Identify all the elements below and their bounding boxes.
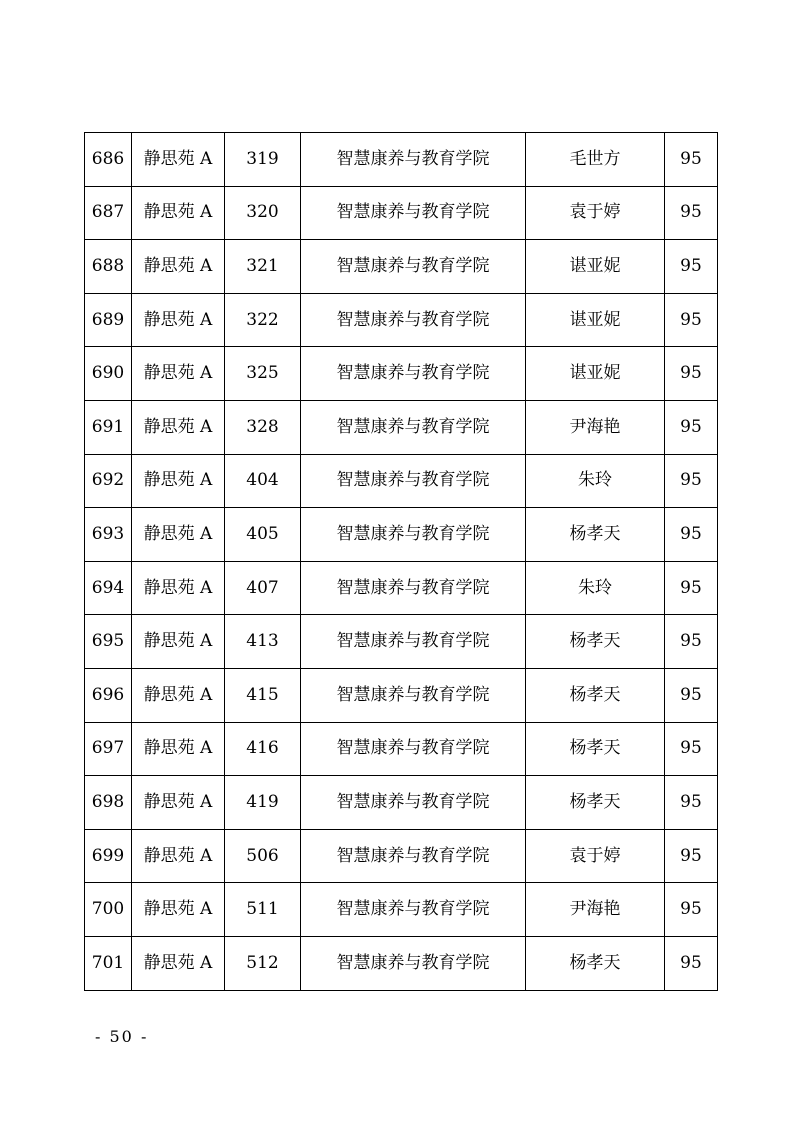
table-row bbox=[85, 454, 718, 508]
cell-score: 95 bbox=[665, 186, 718, 240]
table-row bbox=[85, 347, 718, 401]
cell-score: 95 bbox=[665, 133, 718, 187]
table-row bbox=[85, 883, 718, 937]
cell-person-name: 杨孝天 bbox=[526, 722, 665, 776]
cell-person-name: 尹海艳 bbox=[526, 400, 665, 454]
cell-building: 静思苑 A bbox=[132, 883, 225, 937]
cell-building: 静思苑 A bbox=[132, 722, 225, 776]
cell-building: 静思苑 A bbox=[132, 186, 225, 240]
cell-building: 静思苑 A bbox=[132, 400, 225, 454]
cell-college: 智慧康养与教育学院 bbox=[301, 668, 526, 722]
cell-person-name: 毛世方 bbox=[526, 133, 665, 187]
cell-room-number: 404 bbox=[225, 454, 301, 508]
cell-score: 95 bbox=[665, 615, 718, 669]
table-row bbox=[85, 829, 718, 883]
cell-sequence-number: 695 bbox=[85, 615, 132, 669]
cell-score: 95 bbox=[665, 722, 718, 776]
cell-person-name: 谌亚妮 bbox=[526, 293, 665, 347]
cell-building: 静思苑 A bbox=[132, 561, 225, 615]
table-row bbox=[85, 722, 718, 776]
cell-room-number: 320 bbox=[225, 186, 301, 240]
cell-college: 智慧康养与教育学院 bbox=[301, 883, 526, 937]
page-number: - 50 - bbox=[95, 1027, 149, 1046]
cell-building: 静思苑 A bbox=[132, 829, 225, 883]
cell-score: 95 bbox=[665, 668, 718, 722]
cell-college: 智慧康养与教育学院 bbox=[301, 186, 526, 240]
table-row bbox=[85, 400, 718, 454]
cell-building: 静思苑 A bbox=[132, 347, 225, 401]
cell-room-number: 413 bbox=[225, 615, 301, 669]
cell-college: 智慧康养与教育学院 bbox=[301, 133, 526, 187]
table-row bbox=[85, 186, 718, 240]
cell-person-name: 尹海艳 bbox=[526, 883, 665, 937]
cell-sequence-number: 689 bbox=[85, 293, 132, 347]
cell-room-number: 415 bbox=[225, 668, 301, 722]
table-row bbox=[85, 133, 718, 187]
cell-building: 静思苑 A bbox=[132, 240, 225, 294]
cell-college: 智慧康养与教育学院 bbox=[301, 240, 526, 294]
cell-score: 95 bbox=[665, 400, 718, 454]
cell-score: 95 bbox=[665, 829, 718, 883]
cell-score: 95 bbox=[665, 776, 718, 830]
table-row bbox=[85, 508, 718, 562]
cell-room-number: 419 bbox=[225, 776, 301, 830]
cell-score: 95 bbox=[665, 883, 718, 937]
table-row bbox=[85, 561, 718, 615]
cell-sequence-number: 694 bbox=[85, 561, 132, 615]
table-row bbox=[85, 936, 718, 990]
table-row bbox=[85, 615, 718, 669]
cell-college: 智慧康养与教育学院 bbox=[301, 722, 526, 776]
cell-building: 静思苑 A bbox=[132, 508, 225, 562]
cell-sequence-number: 699 bbox=[85, 829, 132, 883]
cell-sequence-number: 700 bbox=[85, 883, 132, 937]
cell-person-name: 杨孝天 bbox=[526, 936, 665, 990]
cell-person-name: 袁于婷 bbox=[526, 829, 665, 883]
cell-sequence-number: 693 bbox=[85, 508, 132, 562]
table-row bbox=[85, 293, 718, 347]
cell-sequence-number: 697 bbox=[85, 722, 132, 776]
cell-building: 静思苑 A bbox=[132, 668, 225, 722]
cell-college: 智慧康养与教育学院 bbox=[301, 508, 526, 562]
cell-college: 智慧康养与教育学院 bbox=[301, 293, 526, 347]
cell-room-number: 405 bbox=[225, 508, 301, 562]
cell-college: 智慧康养与教育学院 bbox=[301, 347, 526, 401]
table-row bbox=[85, 240, 718, 294]
cell-person-name: 杨孝天 bbox=[526, 508, 665, 562]
cell-room-number: 321 bbox=[225, 240, 301, 294]
cell-score: 95 bbox=[665, 936, 718, 990]
cell-sequence-number: 691 bbox=[85, 400, 132, 454]
cell-score: 95 bbox=[665, 240, 718, 294]
cell-building: 静思苑 A bbox=[132, 615, 225, 669]
cell-score: 95 bbox=[665, 508, 718, 562]
cell-person-name: 朱玲 bbox=[526, 561, 665, 615]
cell-score: 95 bbox=[665, 454, 718, 508]
cell-score: 95 bbox=[665, 347, 718, 401]
cell-sequence-number: 690 bbox=[85, 347, 132, 401]
cell-college: 智慧康养与教育学院 bbox=[301, 829, 526, 883]
dormitory-score-table bbox=[84, 132, 718, 991]
cell-room-number: 512 bbox=[225, 936, 301, 990]
cell-room-number: 416 bbox=[225, 722, 301, 776]
cell-college: 智慧康养与教育学院 bbox=[301, 454, 526, 508]
cell-person-name: 朱玲 bbox=[526, 454, 665, 508]
cell-college: 智慧康养与教育学院 bbox=[301, 561, 526, 615]
cell-person-name: 杨孝天 bbox=[526, 668, 665, 722]
table-body bbox=[85, 133, 718, 991]
cell-building: 静思苑 A bbox=[132, 133, 225, 187]
cell-person-name: 袁于婷 bbox=[526, 186, 665, 240]
cell-person-name: 谌亚妮 bbox=[526, 240, 665, 294]
cell-room-number: 319 bbox=[225, 133, 301, 187]
cell-person-name: 杨孝天 bbox=[526, 776, 665, 830]
cell-room-number: 328 bbox=[225, 400, 301, 454]
cell-person-name: 谌亚妮 bbox=[526, 347, 665, 401]
cell-college: 智慧康养与教育学院 bbox=[301, 400, 526, 454]
cell-sequence-number: 696 bbox=[85, 668, 132, 722]
cell-sequence-number: 701 bbox=[85, 936, 132, 990]
cell-college: 智慧康养与教育学院 bbox=[301, 936, 526, 990]
cell-room-number: 325 bbox=[225, 347, 301, 401]
cell-building: 静思苑 A bbox=[132, 454, 225, 508]
cell-sequence-number: 698 bbox=[85, 776, 132, 830]
table-row bbox=[85, 776, 718, 830]
cell-room-number: 506 bbox=[225, 829, 301, 883]
cell-sequence-number: 686 bbox=[85, 133, 132, 187]
table-row bbox=[85, 668, 718, 722]
cell-building: 静思苑 A bbox=[132, 293, 225, 347]
cell-sequence-number: 687 bbox=[85, 186, 132, 240]
cell-building: 静思苑 A bbox=[132, 936, 225, 990]
cell-college: 智慧康养与教育学院 bbox=[301, 776, 526, 830]
cell-building: 静思苑 A bbox=[132, 776, 225, 830]
cell-score: 95 bbox=[665, 561, 718, 615]
cell-sequence-number: 688 bbox=[85, 240, 132, 294]
cell-room-number: 407 bbox=[225, 561, 301, 615]
cell-college: 智慧康养与教育学院 bbox=[301, 615, 526, 669]
cell-room-number: 322 bbox=[225, 293, 301, 347]
cell-room-number: 511 bbox=[225, 883, 301, 937]
cell-sequence-number: 692 bbox=[85, 454, 132, 508]
cell-score: 95 bbox=[665, 293, 718, 347]
cell-person-name: 杨孝天 bbox=[526, 615, 665, 669]
